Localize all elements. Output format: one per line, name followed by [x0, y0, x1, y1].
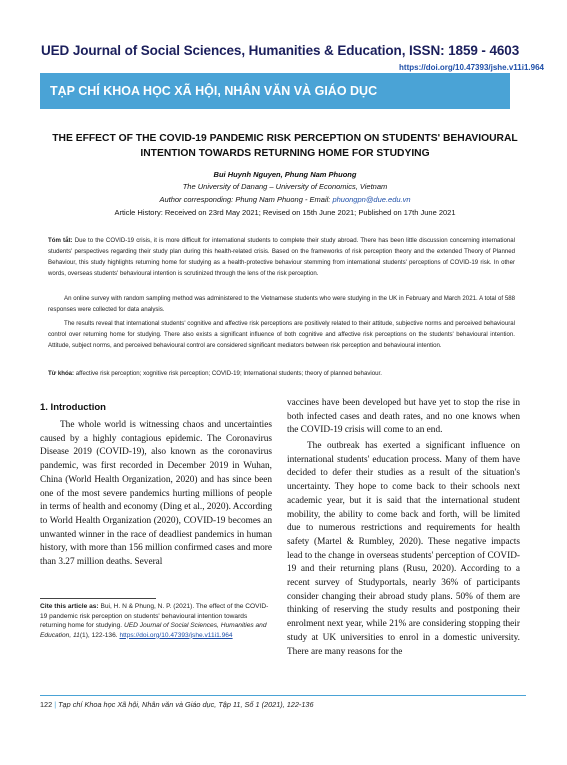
- citation-issue: (1), 122-136.: [79, 631, 120, 639]
- citation-divider: [40, 598, 156, 599]
- page-footer: [40, 700, 314, 709]
- corresponding-prefix: Author corresponding: Phung Nam Phuong - Email:: [159, 195, 333, 204]
- abstract-text-1: Due to the COVID-19 crisis, it is more difficult for international students to complete their study abroad. There has been little discussion concerning international students' perspectives regarding their study plan during this health-related crisis. Based on the frameworks of risk perception theory and the extended Theory of Planned Behaviour, this study highlights returning home for studying as a health-protective behaviour stemming from international students' perceptions of COVID-19 risk. In other words, overseas students' behavioural intention is scrutinized through the lens of the risk perception.: [48, 237, 515, 277]
- article-authors: Bui Huynh Nguyen, Phung Nam Phuong: [213, 170, 357, 179]
- keywords-text: affective risk perception; xognitive risk perception; COVID-19; International students; theory of planned behaviour.: [75, 370, 382, 377]
- article-title: THE EFFECT OF THE COVID-19 PANDEMIC RISK PERCEPTION ON STUDENTS' BEHAVIOURAL INTENTION TOWARDS RETURNING HOME FOR STUDYING: [52, 133, 518, 159]
- article-history: Article History: Received on 23rd May 2021; Revised on 15th June 2021; Published on 17th June 2021: [114, 208, 456, 217]
- section-heading-introduction: 1. Introduction: [40, 402, 106, 413]
- citation-box: [40, 602, 272, 640]
- abstract-label: Tóm tắt:: [48, 237, 73, 244]
- author-affiliation: The University of Danang – University of Economics, Vietnam: [182, 182, 388, 191]
- citation-doi-link[interactable]: https://doi.org/10.47393/jshe.v11i1.964: [119, 631, 233, 639]
- keywords: [48, 369, 515, 380]
- page-number: 122: [40, 700, 53, 709]
- footer-divider: [40, 695, 526, 696]
- journal-banner-title: TẠP CHÍ KHOA HỌC XÃ HỘI, NHÂN VĂN VÀ GIÁO DỤC: [50, 84, 378, 98]
- keywords-label: Từ khóa:: [48, 370, 75, 377]
- doi-link[interactable]: https://doi.org/10.47393/jshe.v11i1.964: [399, 63, 544, 72]
- journal-title: UED Journal of Social Sciences, Humanities & Education, ISSN: 1859 - 4603: [41, 43, 520, 58]
- corresponding-author: [40, 195, 530, 204]
- citation-text: Bui, H. N & Phung, N. P. (2021). The effect of the COVID-19 pandemic risk perception on students' behavioural intention towards returning home for studying.: [40, 603, 269, 629]
- abstract-paragraph-1: [48, 236, 515, 280]
- body-paragraph-right-2: The outbreak has exerted a significant influence on international students' education process. Many of them have decided to defer their studies as a result of the situation's uncertainty. They hope to come back to their schools next academic year, but it is said that the international student mobility, the ability to come back and forth, will be limited due to numerous restrictions and requirements for health safety (Martel & Rumbley, 2020). These negative impacts lead to the change in overseas students' perception of COVID-19 and their returning plans (Rusu, 2020). According to a recent survey of Studyportals, nearly 36% of participants consider changing their abroad study plans. 50% of them are thinking of reserving the study results and postponing their enrolment next year, while 21% are considering stopping their study at UK universities to enrol in a domestic university. There are many reasons for the: [287, 441, 520, 657]
- citation-label: Cite this article as:: [40, 603, 99, 610]
- footer-separator: |: [54, 700, 57, 709]
- abstract-paragraph-2: An online survey with random sampling method was administered to the Vietnamese students who were studying in the UK in February and March 2021. A total of 588 responses were collected for data analysis.: [48, 295, 515, 313]
- corresponding-email-link[interactable]: phuongpn@due.edu.vn: [332, 195, 411, 204]
- body-paragraph-left-1: The whole world is witnessing chaos and uncertainties caused by a highly contagious epidemic. The Coronavirus Disease 2019 (COVID-19), also known as the coronavirus pandemic, was first recorded in December 2019 in Wuhan, China (World Health Organization, 2020) and has since been one of the most severe pandemics hurting millions of people in terms of health and economy (Ding et al., 2020). According to World Health Organization (2020), COVID-19 becomes an unwanted winner in the race of deadliest pandemics in human history, with more than 156 million confirmed cases and more than 3.27 million deaths. Several: [40, 420, 272, 568]
- citation-journal: UED Journal of Social Sciences, Humanities and Education, 11: [40, 622, 267, 639]
- abstract-paragraph-3: The results reveal that international students' cognitive and affective risk perceptions are positively related to their attitude, subjective norms and perceived behavioural control over returning home for studying. There also exists a significant influence of both cognitive and affective risk perceptions on the students' behavioural intention. Attitude, subject norms, and perceived behavioural control are considered significant mediators between risk perception and behavioural intention.: [48, 320, 515, 349]
- footer-journal-text: Tạp chí Khoa học Xã hội, Nhân văn và Giáo dục, Tập 11, Số 1 (2021), 122-136: [58, 700, 314, 709]
- body-paragraph-right-1: vaccines have been developed but have yet to stop the rise in both infected cases and death rates, and no one knows when the COVID-19 crisis will come to an end.: [287, 398, 520, 436]
